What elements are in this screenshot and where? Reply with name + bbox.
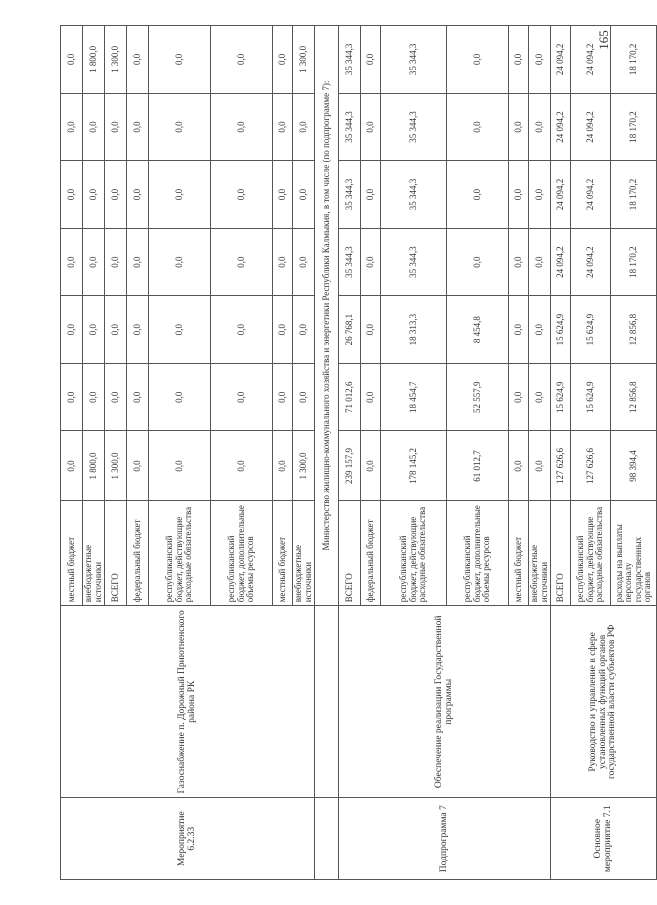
value-cell: 127 626,6 bbox=[551, 431, 571, 501]
value-cell: 0,0 bbox=[273, 26, 293, 94]
value-cell: 0,0 bbox=[509, 431, 529, 501]
value-cell: 0,0 bbox=[61, 363, 83, 431]
table-row bbox=[551, 26, 571, 880]
page-number bbox=[594, 18, 614, 62]
value-cell: 0,0 bbox=[61, 93, 83, 161]
value-cell: 0,0 bbox=[61, 161, 83, 229]
value-cell: 24 094,2 bbox=[551, 161, 571, 229]
value-cell: 1 300,0 bbox=[293, 26, 315, 94]
value-cell: 1 300,0 bbox=[293, 431, 315, 501]
value-cell: 0,0 bbox=[211, 93, 273, 161]
value-cell: 18 454,7 bbox=[381, 363, 447, 431]
value-cell: 35 344,3 bbox=[381, 228, 447, 296]
funding-source-cell: республиканский бюджет, дополнительные объемы ресурсов bbox=[211, 501, 273, 606]
value-cell: 0,0 bbox=[149, 363, 211, 431]
value-cell: 0,0 bbox=[149, 161, 211, 229]
value-cell: 0,0 bbox=[509, 296, 529, 364]
value-cell: 0,0 bbox=[61, 431, 83, 501]
value-cell: 24 094,2 bbox=[551, 93, 571, 161]
value-cell: 0,0 bbox=[361, 431, 381, 501]
value-cell: 0,0 bbox=[127, 26, 149, 94]
value-cell: 0,0 bbox=[447, 26, 509, 94]
funding-source-cell: ВСЕГО bbox=[105, 501, 127, 606]
value-cell: 0,0 bbox=[273, 296, 293, 364]
value-cell: 0,0 bbox=[361, 161, 381, 229]
value-cell: 0,0 bbox=[529, 93, 551, 161]
value-cell: 35 344,3 bbox=[339, 228, 361, 296]
value-cell: 0,0 bbox=[105, 93, 127, 161]
value-cell: 18 170,2 bbox=[611, 93, 657, 161]
page-number-text: 165 bbox=[596, 30, 611, 50]
value-cell: 0,0 bbox=[149, 93, 211, 161]
value-cell: 24 094,2 bbox=[571, 161, 611, 229]
value-cell: 1 300,0 bbox=[105, 26, 127, 94]
value-cell: 0,0 bbox=[509, 26, 529, 94]
value-cell: 0,0 bbox=[127, 363, 149, 431]
value-cell: 0,0 bbox=[447, 228, 509, 296]
value-cell: 0,0 bbox=[211, 228, 273, 296]
value-cell: 0,0 bbox=[509, 228, 529, 296]
value-cell: 0,0 bbox=[273, 228, 293, 296]
main-measure-code-cell: Основное мероприятие 7.1 bbox=[551, 798, 657, 880]
value-cell: 0,0 bbox=[509, 161, 529, 229]
value-cell: 0,0 bbox=[293, 296, 315, 364]
value-cell: 0,0 bbox=[273, 93, 293, 161]
value-cell: 0,0 bbox=[83, 228, 105, 296]
table-row bbox=[339, 26, 361, 880]
value-cell: 0,0 bbox=[273, 431, 293, 501]
value-cell: 15 624,9 bbox=[571, 296, 611, 364]
measure-code-cell: Мероприятие 6.2.33 bbox=[61, 798, 315, 880]
value-cell: 12 856,8 bbox=[611, 296, 657, 364]
value-cell: 0,0 bbox=[509, 93, 529, 161]
value-cell: 0,0 bbox=[61, 26, 83, 94]
value-cell: 0,0 bbox=[293, 363, 315, 431]
value-cell: 0,0 bbox=[149, 296, 211, 364]
value-cell: 0,0 bbox=[105, 228, 127, 296]
value-cell: 0,0 bbox=[447, 161, 509, 229]
table-body bbox=[61, 26, 657, 880]
value-cell: 0,0 bbox=[529, 26, 551, 94]
value-cell: 18 170,2 bbox=[611, 228, 657, 296]
value-cell: 24 094,2 bbox=[571, 26, 611, 94]
value-cell: 0,0 bbox=[529, 363, 551, 431]
value-cell: 0,0 bbox=[127, 296, 149, 364]
value-cell: 1 800,0 bbox=[83, 26, 105, 94]
value-cell: 52 557,9 bbox=[447, 363, 509, 431]
value-cell: 127 626,6 bbox=[571, 431, 611, 501]
value-cell: 0,0 bbox=[529, 161, 551, 229]
value-cell: 35 344,3 bbox=[339, 93, 361, 161]
value-cell: 0,0 bbox=[509, 363, 529, 431]
main-measure-name-cell: Руководство и управление в сфере установленных функций органов государственной власти субъектов РФ bbox=[551, 606, 657, 798]
value-cell: 12 856,8 bbox=[611, 363, 657, 431]
value-cell: 0,0 bbox=[105, 296, 127, 364]
value-cell: 0,0 bbox=[273, 363, 293, 431]
funding-source-cell: федеральный бюджет bbox=[127, 501, 149, 606]
funding-source-cell: внебюджетные источники bbox=[83, 501, 105, 606]
value-cell: 0,0 bbox=[83, 296, 105, 364]
value-cell: 18 313,3 bbox=[381, 296, 447, 364]
value-cell: 18 170,2 bbox=[611, 26, 657, 94]
value-cell: 8 454,8 bbox=[447, 296, 509, 364]
value-cell: 26 768,1 bbox=[339, 296, 361, 364]
value-cell: 0,0 bbox=[61, 296, 83, 364]
value-cell: 0,0 bbox=[105, 363, 127, 431]
value-cell: 0,0 bbox=[211, 26, 273, 94]
value-cell: 24 094,2 bbox=[571, 93, 611, 161]
funding-source-cell: федеральный бюджет bbox=[361, 501, 381, 606]
funding-source-cell: местный бюджет bbox=[509, 501, 529, 606]
value-cell: 24 094,2 bbox=[571, 228, 611, 296]
value-cell: 178 145,2 bbox=[381, 431, 447, 501]
value-cell: 0,0 bbox=[361, 93, 381, 161]
value-cell: 0,0 bbox=[127, 228, 149, 296]
value-cell: 239 157,9 bbox=[339, 431, 361, 501]
empty-cell bbox=[315, 798, 339, 880]
empty-cell bbox=[315, 606, 339, 798]
funding-source-cell: местный бюджет bbox=[273, 501, 293, 606]
value-cell: 0,0 bbox=[293, 228, 315, 296]
funding-source-cell: внебюджетные источники bbox=[529, 501, 551, 606]
value-cell: 15 624,9 bbox=[551, 363, 571, 431]
budget-table bbox=[60, 25, 657, 880]
value-cell: 0,0 bbox=[149, 26, 211, 94]
value-cell: 35 344,3 bbox=[381, 161, 447, 229]
value-cell: 0,0 bbox=[447, 93, 509, 161]
value-cell: 0,0 bbox=[361, 228, 381, 296]
value-cell: 35 344,3 bbox=[339, 26, 361, 94]
ministry-row bbox=[315, 26, 339, 880]
value-cell: 0,0 bbox=[83, 161, 105, 229]
value-cell: 0,0 bbox=[105, 161, 127, 229]
value-cell: 0,0 bbox=[83, 363, 105, 431]
value-cell: 0,0 bbox=[211, 296, 273, 364]
value-cell: 0,0 bbox=[83, 93, 105, 161]
value-cell: 0,0 bbox=[293, 161, 315, 229]
funding-source-cell: республиканский бюджет, дополнительные объемы ресурсов bbox=[447, 501, 509, 606]
funding-source-cell: республиканский бюджет, действующие расходные обязательства bbox=[381, 501, 447, 606]
subprogram-code-cell: Подпрограмма 7 bbox=[339, 798, 551, 880]
value-cell: 35 344,3 bbox=[381, 26, 447, 94]
value-cell: 1 800,0 bbox=[83, 431, 105, 501]
ministry-heading: Министерство жилищно-коммунального хозяйства и энергетики Республики Калмыкия, в том числе (по подпрограмме 7): bbox=[315, 26, 339, 606]
value-cell: 61 012,7 bbox=[447, 431, 509, 501]
value-cell: 0,0 bbox=[529, 228, 551, 296]
value-cell: 18 170,2 bbox=[611, 161, 657, 229]
value-cell: 0,0 bbox=[211, 161, 273, 229]
value-cell: 0,0 bbox=[127, 93, 149, 161]
value-cell: 35 344,3 bbox=[381, 93, 447, 161]
funding-source-cell: ВСЕГО bbox=[551, 501, 571, 606]
value-cell: 0,0 bbox=[127, 161, 149, 229]
value-cell: 0,0 bbox=[361, 363, 381, 431]
value-cell: 35 344,3 bbox=[339, 161, 361, 229]
value-cell: 0,0 bbox=[149, 431, 211, 501]
funding-source-cell: республиканский бюджет, действующие расходные обязательства bbox=[571, 501, 611, 606]
value-cell: 0,0 bbox=[211, 363, 273, 431]
value-cell: 0,0 bbox=[211, 431, 273, 501]
measure-name-cell: Газоснабжение п. Дорожный Приютненского района РК bbox=[61, 606, 315, 798]
value-cell: 0,0 bbox=[293, 93, 315, 161]
table-row bbox=[61, 26, 83, 880]
value-cell: 1 300,0 bbox=[105, 431, 127, 501]
value-cell: 15 624,9 bbox=[571, 363, 611, 431]
funding-source-cell: расходы на выплаты персоналу государственных органов bbox=[611, 501, 657, 606]
value-cell: 0,0 bbox=[273, 161, 293, 229]
value-cell: 0,0 bbox=[361, 26, 381, 94]
value-cell: 0,0 bbox=[149, 228, 211, 296]
value-cell: 24 094,2 bbox=[551, 228, 571, 296]
value-cell: 0,0 bbox=[529, 431, 551, 501]
value-cell: 15 624,9 bbox=[551, 296, 571, 364]
value-cell: 24 094,2 bbox=[551, 26, 571, 94]
value-cell: 71 012,6 bbox=[339, 363, 361, 431]
value-cell: 0,0 bbox=[127, 431, 149, 501]
funding-source-cell: республиканский бюджет, действующие расходные обязательства bbox=[149, 501, 211, 606]
value-cell: 0,0 bbox=[61, 228, 83, 296]
funding-source-cell: внебюджетные источники bbox=[293, 501, 315, 606]
funding-source-cell: местный бюджет bbox=[61, 501, 83, 606]
subprogram-name-cell: Обеспечение реализации Государственной программы bbox=[339, 606, 551, 798]
funding-source-cell: ВСЕГО bbox=[339, 501, 361, 606]
value-cell: 0,0 bbox=[529, 296, 551, 364]
value-cell: 98 394,4 bbox=[611, 431, 657, 501]
value-cell: 0,0 bbox=[361, 296, 381, 364]
